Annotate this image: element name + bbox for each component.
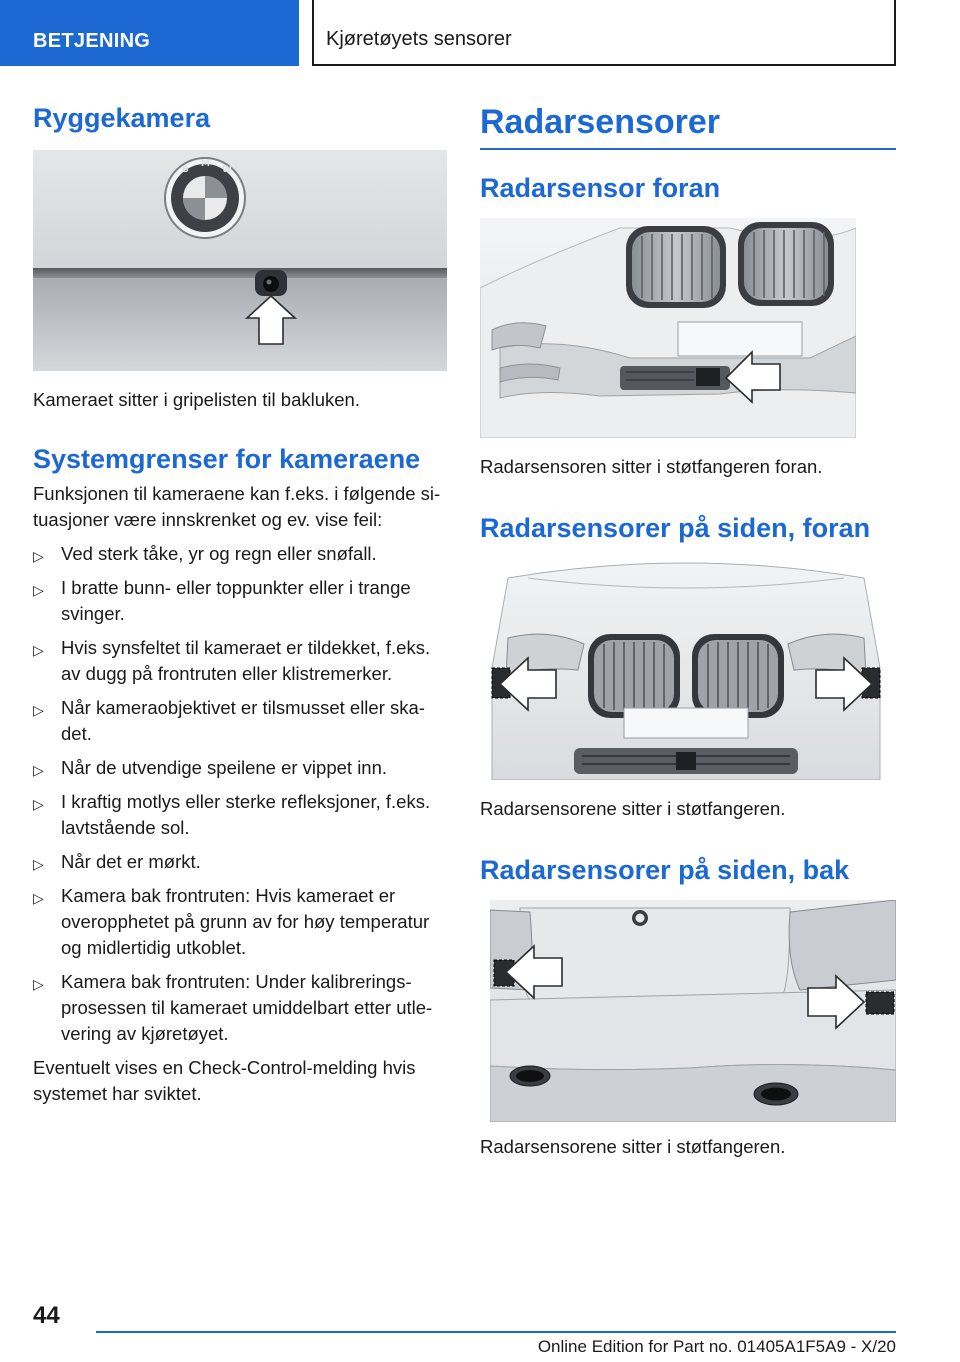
list-item: ▷ Når de utvendige speilene er vippet inn.: [33, 755, 447, 781]
list-item: ▷ Når kameraobjektivet er tilsmusset eller ska-det.: [33, 697, 425, 744]
chapter-title: Kjøretøyets sensorer: [312, 0, 896, 66]
triangle-bullet-icon: ▷: [33, 582, 44, 598]
caption-front-radar: Radarsensoren sitter i støtfangeren foran.: [480, 456, 823, 477]
list-item: ▷ Hvis synsfeltet til kameraet er tildekket, f.eks. av dugg på frontruten eller klistremerker.: [33, 637, 431, 684]
main-title-radar: Radarsensorer: [480, 100, 896, 150]
section-title-ryggekamera: Ryggekamera: [33, 103, 211, 133]
edition-footer: Online Edition for Part no. 01405A1F5A9 - X/20: [537, 1337, 896, 1356]
subsection-side-rear-radar: Radarsensorer på siden, bak: [480, 855, 850, 885]
caption-rear-camera: Kameraet sitter i gripelisten til bakluken.: [33, 389, 360, 410]
page-header: [0, 0, 960, 66]
rear-camera-image: [33, 150, 447, 371]
list-item: ▷ Kamera bak frontruten: Under kalibrerings-prosessen til kameraet umiddelbart etter utle-vering av kjøretøyet.: [33, 971, 433, 1044]
front-bumper-illustration: [480, 218, 856, 438]
svg-text:B: B: [182, 165, 189, 175]
list-item: ▷ Kamera bak frontruten: Hvis kameraet er overopphetet på grunn av for høy temperatur og midlertidig utkoblet.: [33, 885, 430, 958]
caption-side-rear-radar: Radarsensorene sitter i støtfangeren.: [480, 1136, 786, 1157]
triangle-bullet-icon: ▷: [33, 642, 44, 658]
triangle-bullet-icon: ▷: [33, 796, 44, 812]
triangle-bullet-icon: ▷: [33, 762, 44, 778]
page-number: 44: [33, 1302, 60, 1329]
section-title-system-limits: Systemgrenser for kameraene: [33, 444, 421, 474]
front-radar-image: [480, 218, 856, 438]
triangle-bullet-icon: ▷: [33, 976, 44, 992]
rear-camera-illustration: [33, 150, 447, 371]
right-column: [480, 100, 896, 1160]
car-front-illustration: [488, 558, 884, 780]
subsection-side-front-radar: Radarsensorer på siden, foran: [480, 513, 871, 543]
list-item: ▷ Når det er mørkt.: [33, 849, 447, 875]
limits-list: [33, 541, 447, 1047]
svg-text:W: W: [222, 165, 232, 175]
car-rear-illustration: [490, 900, 896, 1122]
side-front-radar-image: [488, 558, 884, 780]
triangle-bullet-icon: ▷: [33, 548, 44, 564]
subsection-front-radar: Radarsensor foran: [480, 173, 721, 203]
intro-paragraph: Funksjonen til kameraene kan f.eks. i følgende si-tuasjoner være innskrenket og ev. vise feil:: [33, 483, 441, 530]
outro-paragraph: Eventuelt vises en Check-Control-melding hvis systemet har sviktet.: [33, 1057, 416, 1104]
side-rear-radar-image: [490, 900, 896, 1122]
triangle-bullet-icon: ▷: [33, 856, 44, 872]
triangle-bullet-icon: ▷: [33, 890, 44, 906]
triangle-bullet-icon: ▷: [33, 702, 44, 718]
left-column: [33, 100, 447, 1107]
caption-side-front-radar: Radarsensorene sitter i støtfangeren.: [480, 798, 786, 819]
list-item: ▷ Ved sterk tåke, yr og regn eller snøfall.: [33, 541, 447, 567]
list-item: ▷ I kraftig motlys eller sterke refleksjoner, f.eks. lavtstående sol.: [33, 791, 431, 838]
footer-rule: [96, 1331, 896, 1333]
section-tab[interactable]: BETJENING: [0, 0, 299, 66]
svg-text:M: M: [201, 159, 210, 169]
list-item: ▷ I bratte bunn- eller toppunkter eller i trange svinger.: [33, 577, 411, 624]
